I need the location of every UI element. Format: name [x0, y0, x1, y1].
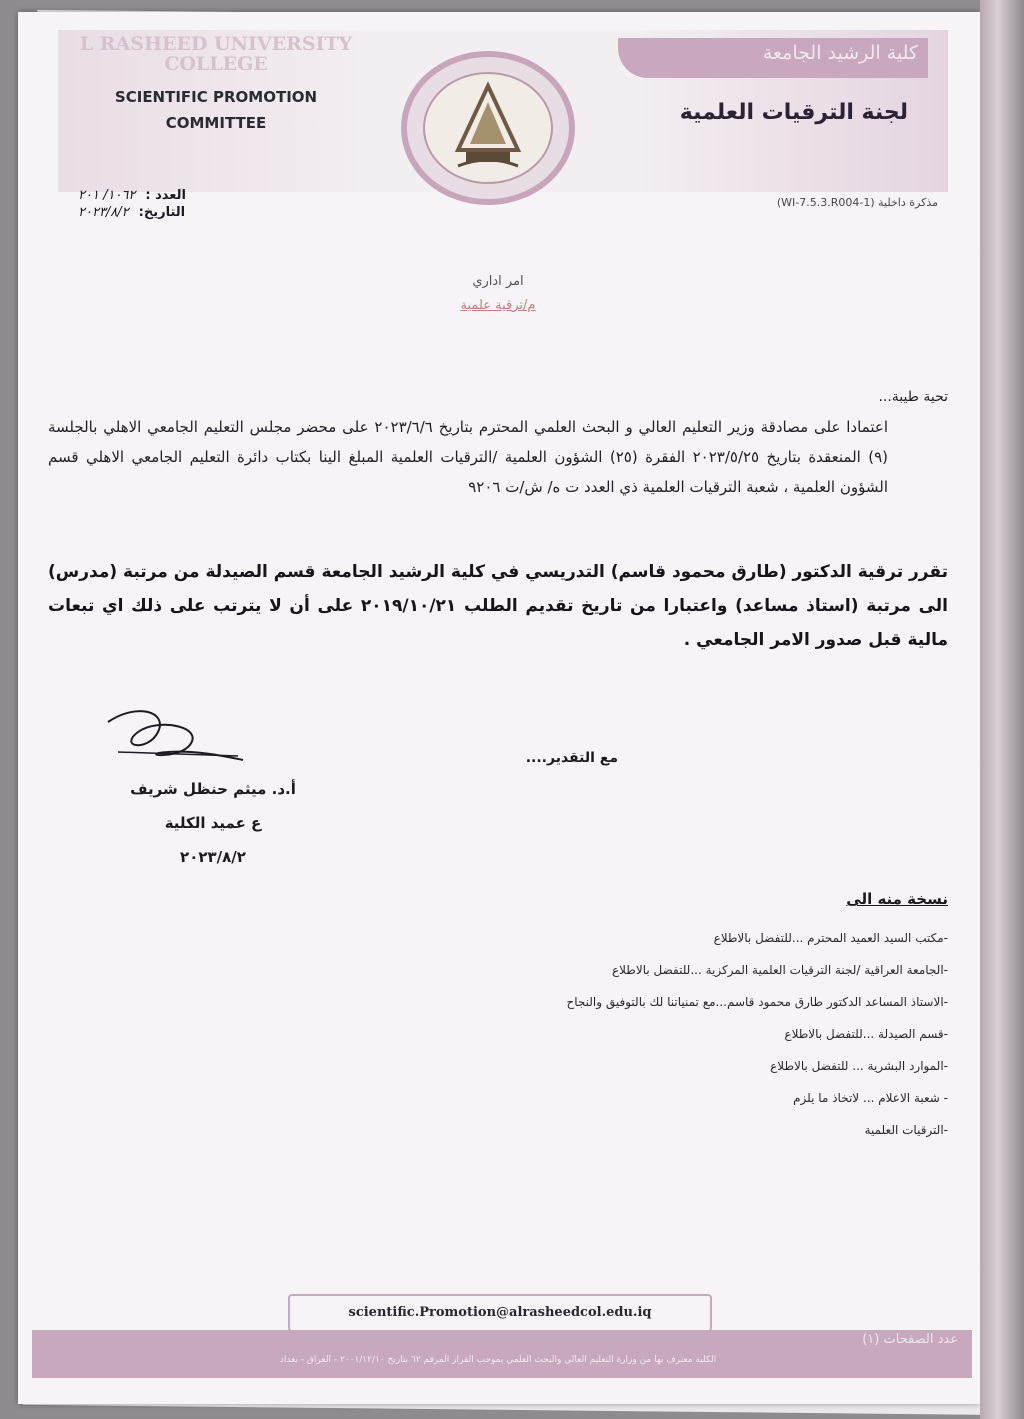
footer-note: الكلية معترف بها من وزارة التعليم العالي والبحث العلمي بموجب القرار المرقم ٦٢ بتاريخ ٢٠٠١/١٢/١٠ - العراق - بغداد — [279, 1355, 717, 1365]
handwritten-signature-icon — [98, 702, 248, 772]
english-university-name: L RASHEED UNIVERSITY COLLEGE — [79, 33, 353, 75]
english-committee-line1: SCIENTIFIC PROMOTION — [114, 88, 318, 106]
reference-code: مذكرة داخلية (WI-7.5.3.R004-1) — [776, 196, 938, 209]
number-date-block — [78, 188, 278, 222]
copy-item: -الاستاذ المساعد الدكتور طارق محمود قاسم...مع تمنياتنا لك بالتوفيق والنجاح — [566, 995, 948, 1009]
number-label: العدد : — [145, 188, 186, 203]
number-value: ١٠٦٢/ ٢٠١ — [78, 188, 136, 203]
date-row — [78, 205, 278, 220]
body-paragraph — [48, 382, 948, 502]
copy-item: -الترقيات العلمية — [864, 1123, 948, 1137]
copy-item: -الجامعة العراقية /لجنة الترقيات العلمية المركزية ...للتفضل بالاطلاع — [611, 963, 948, 977]
english-committee-line2: COMMITTEE — [165, 114, 267, 132]
signatory-block — [98, 772, 328, 874]
copy-item: -الموارد البشرية ... للتفضل بالاطلاع — [770, 1059, 948, 1073]
arabic-committee-name: لجنة الترقيات العلمية — [679, 100, 908, 125]
signatory-name: أ.د. ميثم حنظل شريف — [130, 780, 296, 798]
college-seal-icon — [388, 50, 588, 206]
order-subject: م/ترقية علمية — [460, 298, 536, 313]
copies-list — [348, 922, 948, 1146]
date-label: التاريخ: — [138, 205, 186, 220]
page-count: عدد الصفحات (١) — [862, 1332, 958, 1347]
english-committee-name — [66, 84, 366, 136]
signatory-title: ع عميد الكلية — [164, 814, 262, 832]
copy-item: -قسم الصيدلة ...للتفضل بالاطلاع — [784, 1027, 948, 1041]
paragraph-approval: اعتمادا على مصادقة وزير التعليم العالي و البحث العلمي المحترم بتاريخ ٢٠٢٣/٦/٦ على محضر مجلس التعليم الجامعي الاهلي بالجلسة (٩) المنعقدة بتاريخ ٢٠٢٣/٥/٢٥ الفقرة (٢٥) الشؤون العلمية /الترقيات العلمية المبلغ الينا بكتاب دائرة التعليم الجامعي الاهلي قسم الشؤون العلمية ، شعبة الترقيات العلمية ذي العدد ت ه/ ش/ت ٩٢٠٦ — [48, 418, 889, 496]
regards-text: مع التقدير.... — [525, 750, 618, 766]
decision-paragraph — [48, 555, 948, 657]
background-edge — [980, 0, 1024, 1419]
copies-title: نسخة منه الى — [846, 890, 948, 908]
signatory-date: ٢٠٢٣/٨/٢ — [180, 848, 246, 866]
arabic-college-name: كلية الرشيد الجامعة — [762, 42, 918, 64]
document-page — [18, 12, 980, 1404]
date-value: ٢٠٢٣/٨/٢ — [78, 205, 129, 220]
number-row — [78, 188, 278, 203]
copy-item: -مكتب السيد العميد المحترم ...للتفضل بالاطلاع — [713, 931, 948, 945]
email-address: scientific.Promotion@alrasheedcol.edu.iq — [288, 1294, 712, 1332]
order-type: امر اداري — [472, 274, 524, 289]
paragraph-decision: تقرر ترقية الدكتور (طارق محمود قاسم) التدريسي في كلية الرشيد الجامعة قسم الصيدلة من مرتبة (مدرس) الى مرتبة (استاذ مساعد) واعتبارا من تاريخ تقديم الطلب ٢٠١٩/١٠/٢١ على أن لا يترتب على ذلك اي تبعات مالية قبل صدور الامر الجامعي . — [48, 562, 949, 650]
copy-item: - شعبة الاعلام ... لاتخاذ ما يلزم — [793, 1091, 948, 1105]
salutation: تحية طيبة... — [878, 389, 948, 405]
